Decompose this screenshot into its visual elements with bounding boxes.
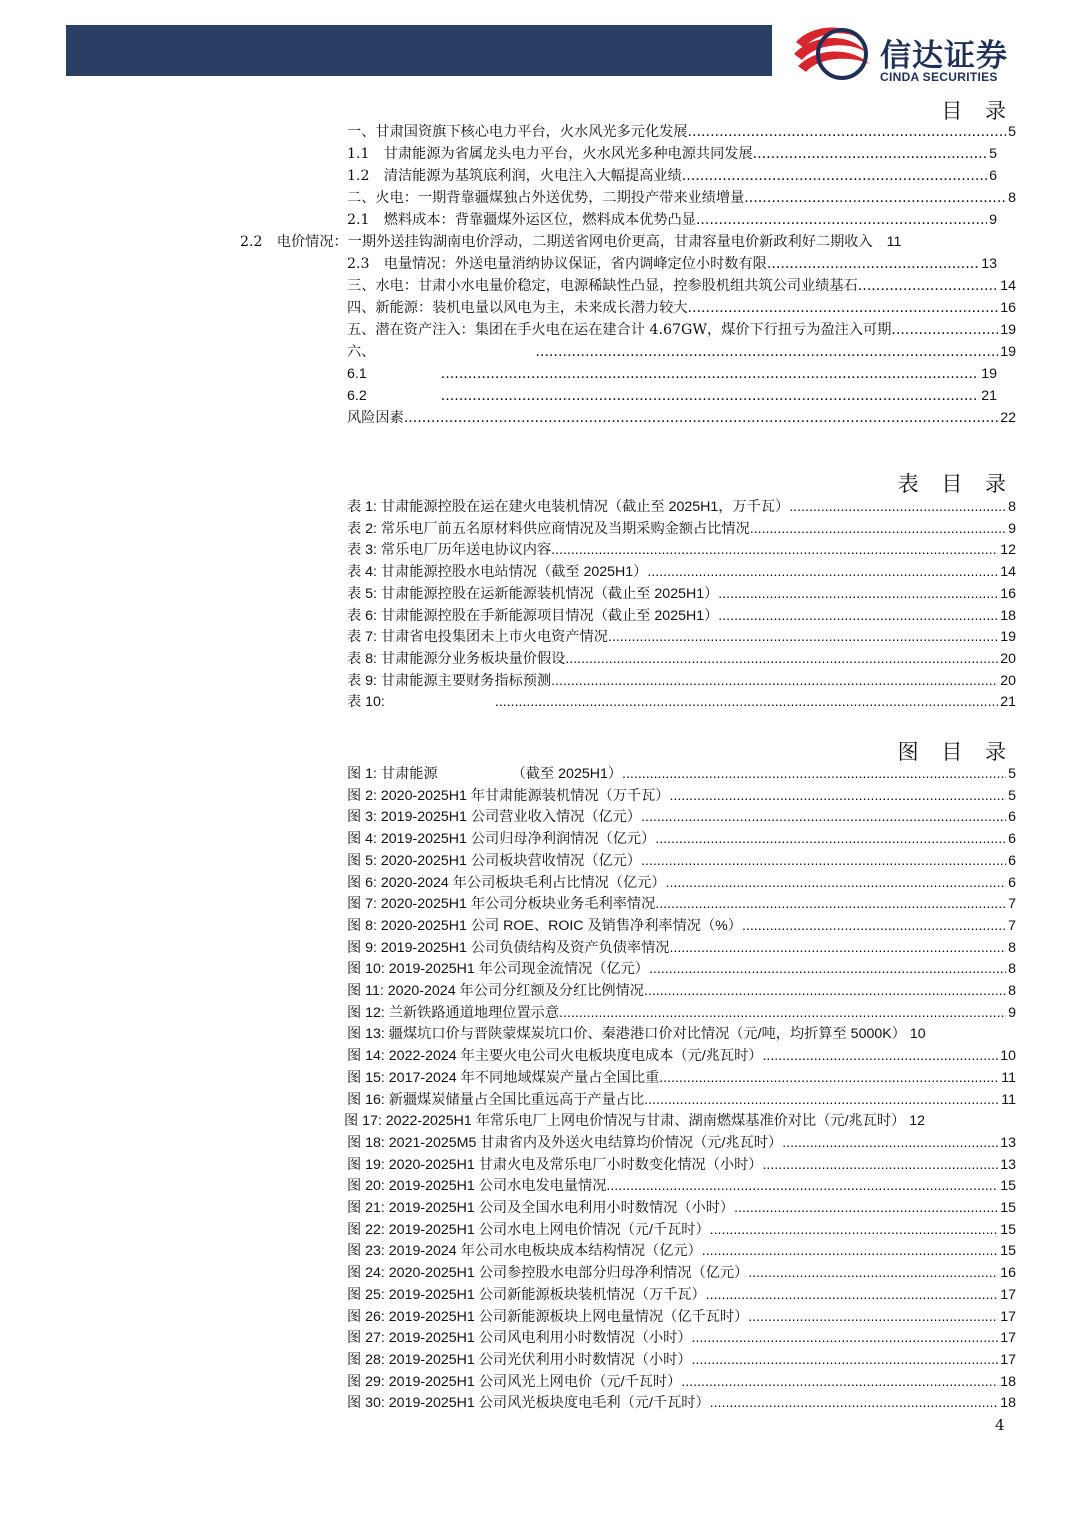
toc-item[interactable]: 6.1 ..... 19	[347, 364, 997, 385]
figure-item[interactable]: 图 4: 2019-2025H1 公司归母净利润情况（亿元） ..... 6	[347, 829, 1016, 850]
figure-item[interactable]: 图 9: 2019-2025H1 公司负债结构及资产负债率情况 ..... 8	[347, 938, 1016, 959]
table-item[interactable]: 表 4: 甘肃能源控股水电站情况（截至 2025H1） ..... 14	[347, 562, 1016, 583]
figure-item[interactable]: 图 14: 2022-2024 年主要火电公司火电板块度电成本（元/兆瓦时） ..... 10	[347, 1046, 1016, 1067]
figure-item[interactable]: 图 19: 2020-2025H1 甘肃火电及常乐电厂小时数变化情况（小时） ..... 13	[347, 1155, 1016, 1176]
table-item[interactable]: 表 6: 甘肃能源控股在手新能源项目情况（截止至 2025H1） ..... 18	[347, 606, 1016, 627]
figure-item[interactable]: 图 11: 2020-2024 年公司分红额及分红比例情况 ..... 8	[347, 981, 1016, 1002]
logo-cn-text: 信达证券	[880, 38, 1008, 74]
figure-item[interactable]: 图 26: 2019-2025H1 公司新能源板块上网电量情况（亿千瓦时） ..... 17	[347, 1307, 1016, 1328]
table-item[interactable]: 表 1: 甘肃能源控股在运在建火电装机情况（截止至 2025H1，万千瓦） ..... 8	[347, 497, 1016, 518]
figure-item[interactable]: 图 20: 2019-2025H1 公司水电发电量情况 ..... 15	[347, 1176, 1016, 1197]
toc-item[interactable]: 2.3 电量情况：外送电量消纳协议保证，省内调峰定位小时数有限 ..... 13	[347, 254, 997, 275]
toc-item[interactable]: 三、水电：甘肃小水电量价稳定，电源稀缺性凸显，控参股机组共筑公司业绩基石 ..... 14	[347, 276, 1016, 297]
figure-item[interactable]: 图 12: 兰新铁路通道地理位置示意 ..... 9	[347, 1003, 1016, 1024]
figure-item[interactable]: 图 27: 2019-2025H1 公司风电利用小时数情况（小时） ..... 17	[347, 1328, 1016, 1349]
toc-item[interactable]: 2.2 电价情况：一期外送挂钩湖南电价浮动，二期送省网电价更高，甘肃容量电价新政利好二期收入 11	[240, 234, 902, 250]
toc-item[interactable]: 2.1 燃料成本：背靠疆煤外运区位，燃料成本优势凸显 ..... 9	[347, 210, 997, 231]
figure-item[interactable]: 图 2: 2020-2025H1 年甘肃能源装机情况（万千瓦） ..... 5	[347, 786, 1016, 807]
toc-title: 目 录	[941, 99, 1014, 123]
figure-item[interactable]: 图 29: 2019-2025H1 公司风光上网电价（元/千瓦时） ..... 18	[347, 1372, 1016, 1393]
toc-item[interactable]: 二、火电：一期背靠疆煤独占外送优势，二期投产带来业绩增量 ..... 8	[347, 188, 1016, 209]
toc-item[interactable]: 四、新能源：装机电量以风电为主，未来成长潜力较大 ..... 16	[347, 298, 1016, 319]
table-item[interactable]: 表 8: 甘肃能源分业务板块量价假设 ..... 20	[347, 649, 1016, 670]
figure-item[interactable]: 图 18: 2021-2025M5 甘肃省内及外送火电结算均价情况（元/兆瓦时） ..... 13	[347, 1133, 1016, 1154]
figure-item[interactable]: 图 16: 新疆煤炭储量占全国比重远高于产量占比 ..... 11	[347, 1090, 1016, 1111]
figure-item[interactable]: 图 13: 疆煤坑口价与晋陕蒙煤炭坑口价、秦港港口价对比情况（元/吨，均折算至 5000K） 10	[347, 1026, 926, 1043]
toc-item[interactable]: 六、 ..... 19	[347, 342, 1016, 363]
figure-item[interactable]: 图 23: 2019-2024 年公司水电板块成本结构情况（亿元） ..... 15	[347, 1241, 1016, 1262]
toc-item[interactable]: 五、潜在资产注入：集团在手火电在运在建合计 4.67GW，煤价下行扭亏为盈注入可期 ..... 19	[347, 320, 1016, 341]
table-item[interactable]: 表 9: 甘肃能源主要财务指标预测 ..... 20	[347, 671, 1016, 692]
tables-title: 表 目 录	[897, 472, 1014, 496]
cinda-logo	[790, 20, 1060, 82]
figure-item[interactable]: 图 30: 2019-2025H1 公司风光板块度电毛利（元/千瓦时） ..... 18	[347, 1393, 1016, 1414]
toc-item[interactable]: 一、甘肃国资旗下核心电力平台，火水风光多元化发展 ..... 5	[347, 122, 1016, 143]
figure-item[interactable]: 图 10: 2019-2025H1 年公司现金流情况（亿元） ..... 8	[347, 959, 1016, 980]
cinda-logo-icon	[790, 20, 876, 82]
figure-item[interactable]: 图 3: 2019-2025H1 公司营业收入情况（亿元） ..... 6	[347, 807, 1016, 828]
table-item[interactable]: 表 2: 常乐电厂前五名原材料供应商情况及当期采购金额占比情况 ..... 9	[347, 519, 1016, 540]
figure-item[interactable]: 图 25: 2019-2025H1 公司新能源板块装机情况（万千瓦） ..... 17	[347, 1285, 1016, 1306]
toc-item[interactable]: 6.2 ..... 21	[347, 386, 997, 407]
toc-item[interactable]: 风险因素 ..... 22	[347, 408, 1016, 429]
figure-item[interactable]: 图 7: 2020-2025H1 年公司分板块业务毛利率情况 ..... 7	[347, 894, 1016, 915]
header-bar	[66, 25, 772, 76]
figure-item[interactable]: 图 5: 2020-2025H1 公司板块营收情况（亿元） ..... 6	[347, 851, 1016, 872]
figure-item[interactable]: 图 17: 2022-2025H1 年常乐电厂上网电价情况与甘肃、湖南燃煤基准价对比（元/兆瓦时） 12	[344, 1113, 926, 1130]
figure-item[interactable]: 图 6: 2020-2024 年公司板块毛利占比情况（亿元） ..... 6	[347, 873, 1016, 894]
figure-item[interactable]: 图 24: 2020-2025H1 公司参控股水电部分归母净利情况（亿元） ..... 16	[347, 1263, 1016, 1284]
figure-item[interactable]: 图 8: 2020-2025H1 公司 ROE、ROIC 及销售净利率情况（%） ..... 7	[347, 916, 1016, 937]
table-item[interactable]: 表 3: 常乐电厂历年送电协议内容 ..... 12	[347, 540, 1016, 561]
table-item[interactable]: 表 5: 甘肃能源控股在运新能源装机情况（截止至 2025H1） ..... 16	[347, 584, 1016, 605]
figures-title: 图 目 录	[897, 740, 1014, 764]
page-number: 4	[995, 1416, 1005, 1434]
figure-item[interactable]: 图 1: 甘肃能源 （截至 2025H1） ..... 5	[347, 764, 1016, 785]
table-item[interactable]: 表 7: 甘肃省电投集团未上市火电资产情况 ..... 19	[347, 627, 1016, 648]
toc-item[interactable]: 1.2 清洁能源为基筑底利润，火电注入大幅提高业绩 ..... 6	[347, 166, 997, 187]
figure-item[interactable]: 图 28: 2019-2025H1 公司光伏利用小时数情况（小时） ..... 17	[347, 1350, 1016, 1371]
logo-en-text: CINDA SECURITIES	[880, 70, 998, 84]
table-item[interactable]: 表 10: ..... 21	[347, 692, 1016, 713]
figure-item[interactable]: 图 15: 2017-2024 年不同地域煤炭产量占全国比重 ..... 11	[347, 1068, 1016, 1089]
figure-item[interactable]: 图 21: 2019-2025H1 公司及全国水电利用小时数情况（小时） ..... 15	[347, 1198, 1016, 1219]
figure-item[interactable]: 图 22: 2019-2025H1 公司水电上网电价情况（元/千瓦时） ..... 15	[347, 1220, 1016, 1241]
toc-item[interactable]: 1.1 甘肃能源为省属龙头电力平台，火水风光多种电源共同发展 ..... 5	[347, 144, 997, 165]
